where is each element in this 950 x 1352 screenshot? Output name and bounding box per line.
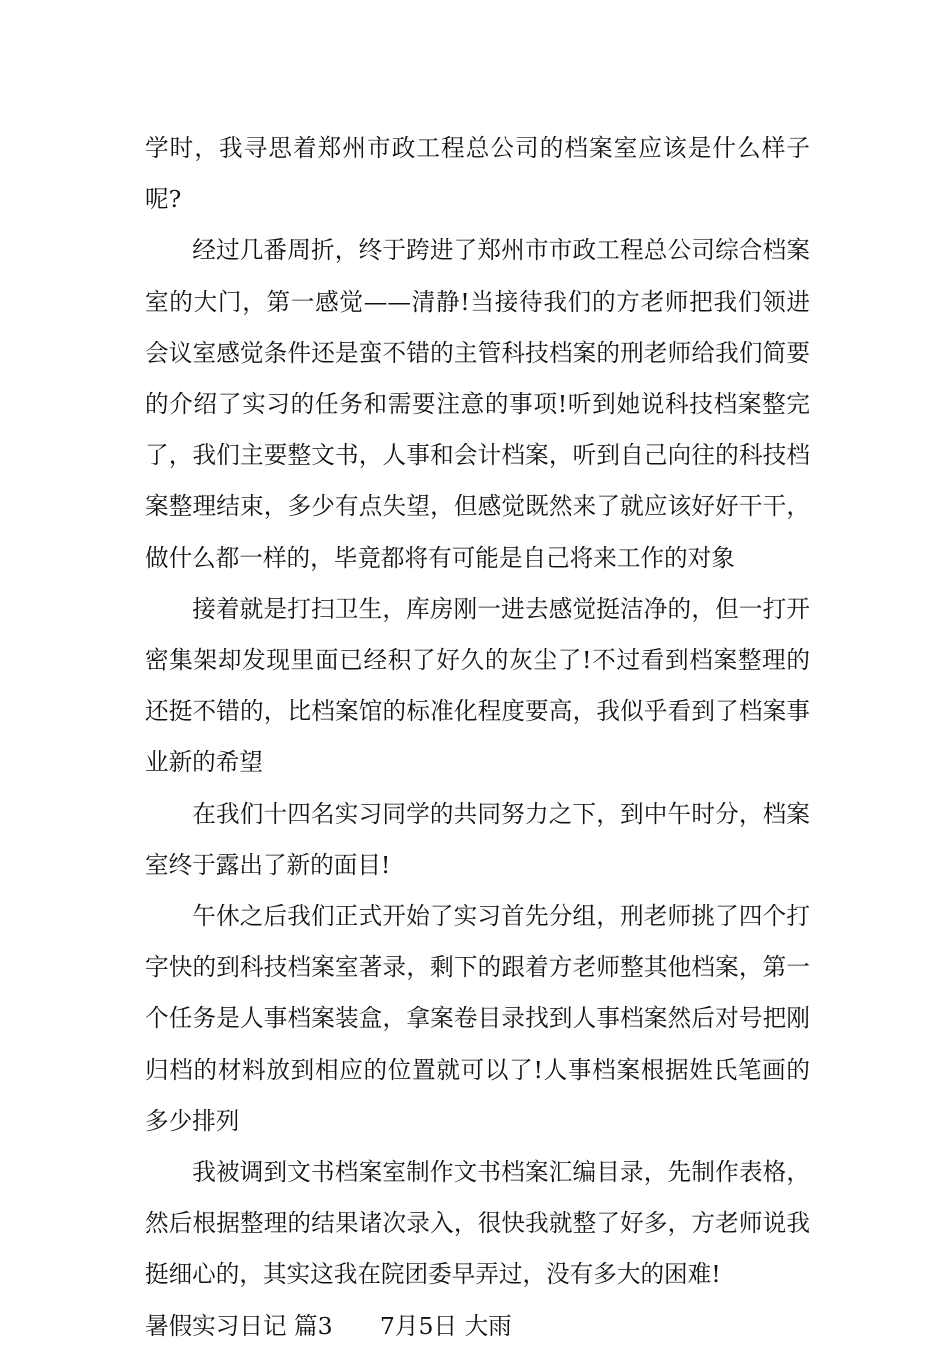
paragraph-cleaning: 接着就是打扫卫生，库房刚一进去感觉挺洁净的，但一打开密集架却发现里面已经积了好久的灰尘了!不过看到档案整理的还挺不错的，比档案馆的标准化程度要高，我似乎看到了档案事业新的希望 (145, 594, 810, 777)
paragraph-catalog: 我被调到文书档案室制作文书档案汇编目录，先制作表格，然后根据整理的结果诸次录入，很快我就整了好多，方老师说我挺细心的，其实这我在院团委早弄过，没有多大的困难! (145, 1158, 810, 1289)
diary-text (145, 123, 810, 1352)
paragraph-continued: 学时，我寻思着郑州市政工程总公司的档案室应该是什么样子呢? (145, 134, 810, 214)
next-entry-heading: 暑假实习日记 篇3 7月5日 大雨 (145, 1311, 512, 1340)
paragraph-noon: 在我们十四名实习同学的共同努力之下，到中午时分，档案室终于露出了新的面目! (145, 799, 810, 879)
paragraph-afternoon: 午休之后我们正式开始了实习首先分组，刑老师挑了四个打字快的到科技档案室著录，剩下的跟着方老师整其他档案，第一个任务是人事档案装盒，拿案卷目录找到人事档案然后对号把刚归档的材料放到相应的位置就可以了!人事档案根据姓氏笔画的多少排列 (145, 902, 810, 1135)
paragraph-arrival: 经过几番周折，终于跨进了郑州市市政工程总公司综合档案室的大门，第一感觉——清静!当接待我们的方老师把我们领进会议室感觉条件还是蛮不错的主管科技档案的刑老师给我们简要的介绍了实习的任务和需要注意的事项!听到她说科技档案整完了，我们主要整文书，人事和会计档案，听到自己向往的科技档案整理结束，多少有点失望，但感觉既然来了就应该好好干干，做什么都一样的，毕竟都将有可能是自己将来工作的对象 (145, 236, 810, 572)
